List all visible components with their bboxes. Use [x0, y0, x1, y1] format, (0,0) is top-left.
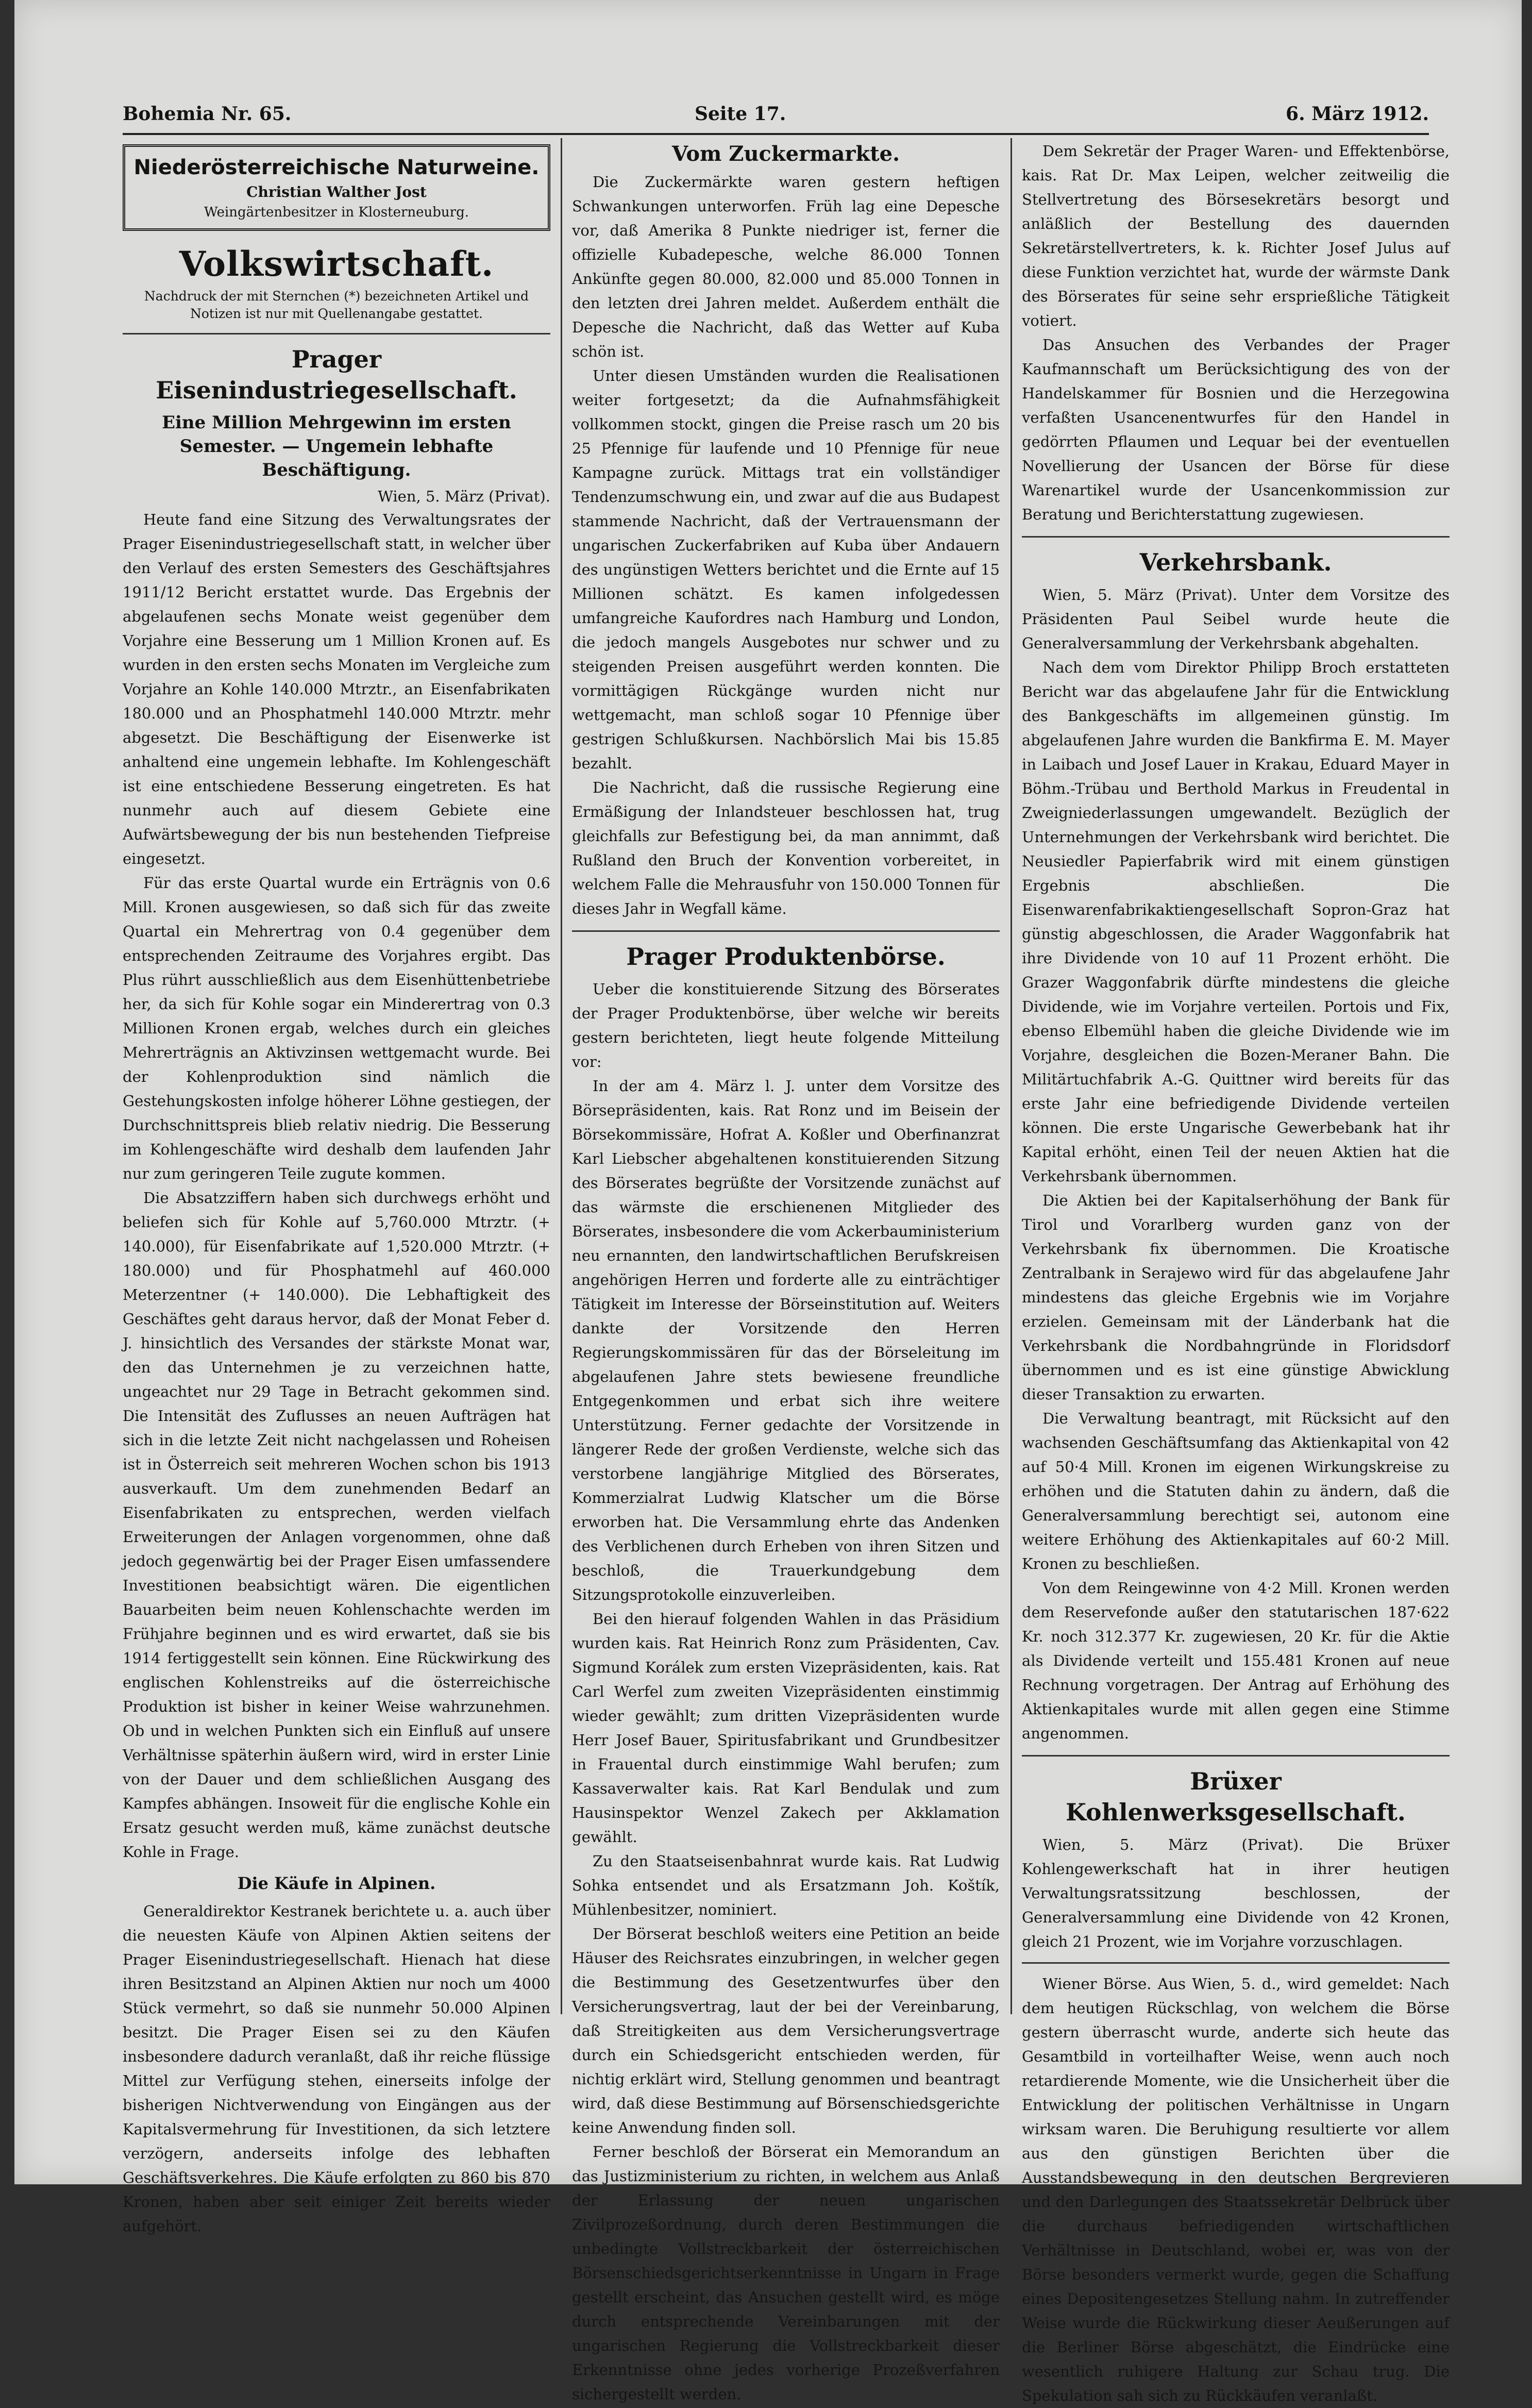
paragraph: Die Zuckermärkte waren gestern heftigen Schwankungen unterworfen. Früh lag eine Depesche vor, daß Amerika 8 Punkte niedriger ist, ferner die offizielle Kubadepesche, welche 86.000 Tonnen Ankünfte gegen 80.000, 82.000 und 85.000 Tonnen in den letzten drei Jahren meldet. Außerdem enthält die Depesche die Nachricht, daß das Wetter auf Kuba schön ist. [572, 173, 1000, 360]
article-dateline: Wien, 5. März (Privat). [378, 488, 550, 505]
article-title: Vom Zuckermarkte. [671, 142, 900, 166]
ad-name: Christian Walther Jost [246, 183, 427, 200]
article-subtitle: Eine Million Mehrgewinn im ersten Semester. — Ungemein lebhafte Beschäftigung. [162, 412, 511, 480]
paragraph: In der am 4. März l. J. unter dem Vorsitze des Börsepräsidenten, kais. Rat Ronz und im Beisein der Börsekommissäre, Hofrat A. Koßler und Oberfinanzrat Karl Liebscher abgehaltenen konstituierenden Sitzung des Börserates begrüßte der Vorsitzende zunächst auf das wärmste die erschienenen Mitglieder des Börserates, insbesondere die vom Ackerbauministerium neu ernannten, den landwirtschaftlichen Berufskreisen angehörigen Herren und forderte alle zu einträchtiger Tätigkeit im Interesse der Börseinstitution auf. Weiters dankte der Vorsitzende den Herren Regierungskommissären für das der Börseleitung im abgelaufenen Jahre stets bewiesene freundliche Entgegenkommen und erbat sich ihre weitere Unterstützung. Ferner gedachte der Vorsitzende in längerer Rede der großen Verdienste, welche sich das verstorbene langjährige Mitglied des Börserates, Kommerzialrat Ludwig Klatscher um die Börse erworben hat. Die Versammlung ehrte das Andenken des Verblichenen durch Erheben von ihren Sitzen und beschloß, die Trauerkundgebung dem Sitzungsprotokolle einzuverleiben. [572, 1077, 1000, 1603]
paragraph: Bei den hierauf folgenden Wahlen in das Präsidium wurden kais. Rat Heinrich Ronz zum Präsidenten, Cav. Sigmund Korálek zum ersten Vizepräsidenten, kais. Rat Carl Werfel zum zweiten Vizepräsidenten einstimmig wieder gewählt; zum dritten Vizepräsidenten wurde Herr Josef Bauer, Spiritusfabrikant und Grundbesitzer in Frauental durch einstimmige Wahl berufen; zum Kassaverwalter kais. Rat Karl Bendulak und zum Hausinspektor Wenzel Zakech per Akklamation gewählt. [572, 1610, 1000, 1846]
page-number: Seite 17. [695, 103, 786, 125]
paragraph: Dem Sekretär der Prager Waren- und Effektenbörse, kais. Rat Dr. Max Leipen, welcher zeitweilig die Stellvertretung des Börsesekretärs besorgt und anläßlich der Bestellung des dauernden Sekretärstellvertreters, k. k. Richter Josef Julus auf diese Funktion verzichtet hat, wurde der wärmste Dank des Börserates für seine sehr ersprießliche Tätigkeit votiert. [1022, 142, 1450, 329]
divider [1022, 1962, 1450, 1964]
paragraph: Die Absatzziffern haben sich durchwegs erhöht und beliefen sich für Kohle auf 5,760.000 Mtrztr. (+ 140.000), für Eisenfabrikate auf 1,520.000 Mtrztr. (+ 180.000) und für Phosphatmehl auf 460.000 Meterzentner (+ 140.000). Die Lebhaftigkeit des Geschäftes geht daraus hervor, daß der Monat Feber d. J. hinsichtlich des Versandes der stärkste Monat war, den das Unternehmen je zu verzeichnen hatte, ungeachtet nur 29 Tage in Betracht gekommen sind. Die Intensität des Zuflusses an neuen Aufträgen hat sich in die letzte Zeit nicht nachgelassen und Roheisen ist in Österreich seit mehreren Wochen schon bis 1913 ausverkauft. Um dem zunehmenden Bedarf an Eisenfabrikaten zu entsprechen, werden vielfach Erweiterungen der Anlagen vorgenommen, ohne daß jedoch gegenwärtig bei der Prager Eisen umfassendere Investitionen beabsichtigt wären. Die eigentlichen Bauarbeiten beim neuen Kohlenschachte werden im Frühjahre beginnen und es wird erwartet, daß sie bis 1914 fertiggestellt sein können. Eine Rückwirkung des englischen Kohlenstreiks auf die österreichische Produktion ist bisher in keiner Weise wahrzunehmen. Ob und in welchen Punkten sich ein Einfluß auf unsere Verhältnisse späterhin äußern wird, wird in erster Linie von der Dauer und dem schließlichen Ausgang des Kampfes abhängen. Insoweit für die englische Kohle ein Ersatz gesucht werden muß, käme zunächst deutsche Kohle in Frage. [123, 1189, 550, 1861]
paragraph: Der Börserat beschloß weiters eine Petition an beide Häuser des Reichsrates einzubringen, in welcher gegen die Bestimmung des Gesetzentwurfes über den Versicherungsvertrag, laut der bei der Vereinbarung, daß Streitigkeiten aus dem Versicherungsvertrage durch ein Schiedsgericht entschieden werden, für nichtig erklärt wird, Stellung genommen und beantragt wird, daß diese Bestimmung auf Börsenschiedsgerichte keine Anwendung finden soll. [572, 1925, 1000, 2136]
article-title: Prager Eisenindustriegesellschaft. [123, 333, 550, 406]
paragraph: Wien, 5. März (Privat). Unter dem Vorsitze des Präsidenten Paul Seibel wurde heute die Generalversammlung der Verkehrsbank abgehalten. [1022, 586, 1450, 652]
paragraph: Unter diesen Umständen wurden die Realisationen weiter fortgesetzt; da die Aufnahmsfähigkeit vollkommen stockt, gingen die Preise rasch um 20 bis 25 Pfennige für laufende und 10 Pfennige für neue Kampagne zurück. Mittags trat ein vollständiger Tendenzumschwung ein, und zwar auf die aus Budapest stammende Nachricht, daß der Vertrauensmann der ungarischen Zuckerfabriken auf Kuba über Andauern des ungünstigen Wetters berichtet und die Ernte auf 15 Millionen schätzt. Es kamen infolgedessen umfangreiche Kaufordres nach Hamburg und London, die jedoch mangels Ausgebotes nur schwer und zu steigenden Preisen ausgeführt werden konnten. Die vormittägigen Rückgänge wurden nicht nur wettgemacht, man schloß sogar 10 Pfennige über gestrigen Schlußkursen. Nachbörslich Mai bis 15.85 bezahlt. [572, 367, 1000, 772]
article-subheading: Die Käufe in Alpinen. [237, 1874, 436, 1893]
paragraph: Das Ansuchen des Verbandes der Prager Kaufmannschaft um Berücksichtigung des von der Handelskammer für Bosnien und die Herzegowina verfaßten Usancenentwurfes für den Handel in gedörrten Pflaumen und Lequar bei der eventuellen Novellierung der Usancen der Börse für diese Warenartikel wurde der Usancenkommission zur Beratung und Berichterstattung zugewiesen. [1022, 336, 1450, 523]
column-1 [123, 139, 550, 2235]
wine-advertisement [123, 144, 550, 231]
issue-date: 6. März 1912. [1286, 103, 1429, 125]
ad-line: Weingärtenbesitzer in Klosterneuburg. [204, 205, 469, 220]
paragraph: Wien, 5. März (Privat). Die Brüxer Kohlengewerkschaft hat in ihrer heutigen Verwaltungsratssitzung beschlossen, der Generalversammlung eine Dividende von 42 Kronen, gleich 21 Prozent, wie im Vorjahre vorzuschlagen. [1022, 1836, 1450, 1950]
column-3 [1022, 139, 1450, 2404]
reprint-note: Nachdruck der mit Sternchen (*) bezeichneten Artikel und Notizen ist nur mit Quellenangabe gestattet. [144, 289, 529, 321]
paragraph: Generaldirektor Kestranek berichtete u. a. auch über die neuesten Käufe von Alpinen Aktien seitens der Prager Eisenindustriegesellschaft. Hienach hat diese ihren Besitzstand an Alpinen Aktien nur noch um 4000 Stück vermehrt, so daß sie nunmehr 50.000 Alpinen besitzt. Die Prager Eisen sei zu den Käufen insbesondere dadurch veranlaßt, daß ihr reiche flüssige Mittel zur Verfügung stehen, einerseits infolge der bisherigen Nichtverwendung von Eingängen aus der Kapitalsvermehrung für Investitionen, da sich letztere verzögern, anderseits infolge des lebhaften Geschäftsverkehres. Die Käufe erfolgten zu 860 bis 870 Kronen, haben aber seit einiger Zeit bereits wieder aufgehört. [123, 1902, 550, 2235]
article-title: Prager Produktenbörse. [572, 930, 1000, 972]
column-2 [572, 139, 1000, 2403]
paragraph: Für das erste Quartal wurde ein Erträgnis von 0.6 Mill. Kronen ausgewiesen, so daß sich für das zweite Quartal ein Mehrertrag von 0.4 gegenüber dem entsprechenden Zeitraume des Vorjahres ergibt. Das Plus rührt ausschließlich aus dem Eisenhüttenbetriebe her, da sich für Kohle sogar ein Minderertrag von 0.3 Millionen Kronen ergab, welches durch ein gleiches Mehrerträgnis an Aktivzinsen wettgemacht wurde. Bei der Kohlenproduktion sind nämlich die Gestehungskosten infolge höherer Löhne gestiegen, der Durchschnittspreis blieb relativ niedrig. Die Besserung im Kohlengeschäfte wird deshalb dem laufenden Jahr nur zum geringeren Teile zugute kommen. [123, 874, 550, 1182]
paragraph: Zu den Staatseisenbahnrat wurde kais. Rat Ludwig Sohka entsendet und als Ersatzmann Joh. Koštík, Mühlenbesitzer, nominiert. [572, 1852, 1000, 1918]
issue-number: Bohemia Nr. 65. [123, 103, 292, 125]
paragraph: Die Nachricht, daß die russische Regierung eine Ermäßigung der Inlandsteuer beschlossen hat, trug gleichfalls zur Befestigung bei, da man annimmt, daß Rußland den Bruch der Konvention vorbereitet, in welchem Falle die Mehrausfuhr von 150.000 Tonnen für dieses Jahr in Wegfall käme. [572, 779, 1000, 917]
paragraph: Von dem Reingewinne von 4·2 Mill. Kronen werden dem Reservefonde außer den statutarischen 187·622 Kr. noch 312.377 Kr. zugewiesen, 20 Kr. für die Aktie als Dividende verteilt und 155.481 Kronen auf neue Rechnung vorgetragen. Der Antrag auf Erhöhung des Aktienkapitales wurde mit allen gegen eine Stimme angenommen. [1022, 1579, 1450, 1742]
section-title: Volkswirtschaft. [179, 244, 494, 284]
paragraph: Die Verwaltung beantragt, mit Rücksicht auf den wachsenden Geschäftsumfang das Aktienkapital von 42 auf 50·4 Mill. Kronen im eigenen Wirkungskreise zu erhöhen und die Statuten dahin zu ändern, daß die Generalversammlung berechtigt sei, autonom eine weitere Erhöhung des Aktienkapitales auf 60·2 Mill. Kronen zu beschließen. [1022, 1410, 1450, 1573]
paragraph: Die Aktien bei der Kapitalserhöhung der Bank für Tirol und Vorarlberg wurden ganz von der Verkehrsbank fix übernommen. Die Kroatische Zentralbank in Serajewo wird für das abgelaufene Jahr mindestens das gleiche Ergebnis wie im Vorjahre erzielen. Gemeinsam mit der Länderbank hat die Verkehrsbank die Nordbahngründe in Floridsdorf übernommen und es ist eine günstige Abwicklung dieser Transaktion zu erwarten. [1022, 1192, 1450, 1403]
running-head [123, 103, 1429, 134]
paragraph: Wiener Börse. Aus Wien, 5. d., wird gemeldet: Nach dem heutigen Rückschlag, von welchem die Börse gestern überrascht wurde, anderte sich heute das Gesamtbild in vorteilhafter Weise, wenn auch noch retardierende Momente, wie die Unsicherheit über die Entwicklung der politischen Verhältnisse in Ungarn wirksam waren. Die Beruhigung resultierte vor allem aus den günstigen Berichten über die Ausstandsbewegung in den deutschen Bergrevieren und den Darlegungen des Staatssekretär Delbrück über die durchaus befriedigenden wirtschaftlichen Verhältnisse in Deutschland, wobei er, was von der Börse besonders vermerkt wurde, gegen die Schaffung eines Depositengesetzes Stellung nahm. In zutreffender Weise wurde die Rückwirkung dieser Aeußerungen auf die Berliner Börse abgeschätzt, die Eindrücke eine wesentlich ruhigere Haltung zur Schau trug. Die Spekulation sah sich zu Rückkäufen veranlaßt. [1022, 1975, 1450, 2404]
column-rule [561, 138, 562, 2014]
header-rule [123, 133, 1429, 135]
paragraph: Heute fand eine Sitzung des Verwaltungsrates der Prager Eisenindustriegesellschaft statt, in welcher über den Verlauf des ersten Semesters des Geschäftsjahres 1911/12 Bericht erstattet wurde. Das Ergebnis der abgelaufenen sechs Monate weist gegenüber dem Vorjahre eine Besserung um 1 Million Kronen auf. Es wurden in den ersten sechs Monaten im Vergleiche zum Vorjahre an Kohle 140.000 Mtrztr., an Eisenfabrikaten 180.000 und an Phosphatmehl 140.000 Mtrztr. mehr abgesetzt. Die Beschäftigung der Eisenwerke ist anhaltend eine ungemein lebhafte. Im Kohlengeschäft ist eine entschiedene Besserung eingetreten. Es hat nunmehr auch auf diesem Gebiete eine Aufwärtsbewegung der bis nun bestehenden Tiefpreise eingesetzt. [123, 511, 550, 867]
column-rule [1011, 138, 1012, 2014]
paragraph: Ferner beschloß der Börserat ein Memorandum an das Justizministerium zu richten, in welchem aus Anlaß der Erlassung der neuen ungarischen Zivilprozeßordnung, durch deren Bestimmungen die unbedingte Vollstreckbarkeit der österreichischen Börsenschiedsgerichtserkenntnisse in Ungarn in Frage gestellt erscheint, das Ansuchen gestellt wird, es möge durch entsprechende Vereinbarungen mit der ungarischen Regierung die Vollstreckbarkeit dieser Erkenntnisse ohne jedes vorherige Prozeßverfahren sichergestellt werden. [572, 2143, 1000, 2403]
paragraph: Ueber die konstituierende Sitzung des Börserates der Prager Produktenbörse, über welche wir bereits gestern berichteten, liegt heute folgende Mitteilung vor: [572, 980, 1000, 1071]
newspaper-page [14, 0, 1522, 2404]
ad-title: Niederösterreichische Naturweine. [133, 156, 540, 179]
paragraph: Nach dem vom Direktor Philipp Broch erstatteten Bericht war das abgelaufene Jahr für die Entwicklung des Bankgeschäfts im allgemeinen günstig. Im abgelaufenen Jahre wurden die Bankfirma E. M. Mayer in Laibach und Josef Lauer in Krakau, Eduard Mayer in Böhm.-Trübau und Berthold Markus in Freudental in Zweigniederlassungen umgewandelt. Bezüglich der Unternehmungen der Verkehrsbank wird berichtet. Die Neusiedler Papierfabrik wird mit einem günstigen Ergebnis abschließen. Die Eisenwarenfabrikaktiengesellschaft Sopron-Graz hat günstig abgeschlossen, die Arader Waggonfabrik hat ihre Dividende von 10 auf 11 Prozent erhöht. Die Grazer Waggonfabrik dürfte mindestens die gleiche Dividende, wie im Vorjahre verteilen. Portois und Fix, ebenso Elbemühl haben die gleiche Dividende wie im Vorjahre, desgleichen die Bozen-Meraner Bahn. Die Militärtuchfabrik A.-G. Quittner wird bereits für das erste Jahr eine befriedigende Dividende verteilen können. Die erste Ungarische Gewerbebank hat ihr Kapital erhöht, einen Teil der neuen Aktien hat die Verkehrsbank übernommen. [1022, 659, 1450, 1185]
article-title: Brüxer Kohlenwerksgesellschaft. [1022, 1755, 1450, 1828]
article-title: Verkehrsbank. [1022, 536, 1450, 578]
